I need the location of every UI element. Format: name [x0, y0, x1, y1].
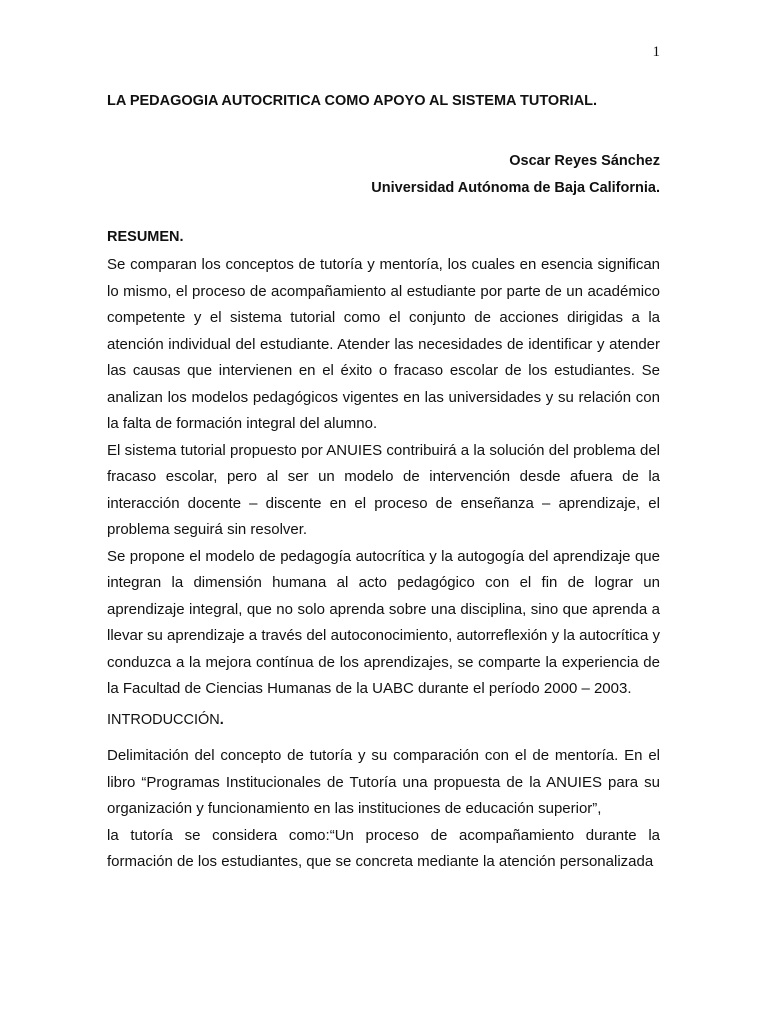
introduccion-heading [107, 707, 660, 734]
resumen-paragraph-3: Se propone el modelo de pedagogía autocrítica y la autogogía del aprendizaje que integran la dimensión humana al acto pedagógico con el fin de lograr un aprendizaje integral, que no solo aprenda sobre una disciplina, sino que aprenda a llevar su aprendizaje a través del autoconocimiento, autorreflexión y la autocrítica y conduzca a la mejora contínua de los aprendizajes, se comparte la experiencia de la Facultad de Ciencias Humanas de la UABC durante el período 2000 – 2003. [107, 547, 660, 697]
introduccion-heading-dot: . [219, 711, 224, 728]
document-body [107, 90, 660, 876]
author-name: Oscar Reyes Sánchez [509, 153, 660, 169]
introduccion-paragraph-2: la tutoría se considera como:“Un proceso de acompañamiento durante la formación de los estudiantes, que se concreta mediante la atención personalizada [107, 826, 660, 870]
page-number: 1 [652, 44, 660, 60]
resumen-paragraph-2: El sistema tutorial propuesto por ANUIES contribuirá a la solución del problema del fracaso escolar, pero al ser un modelo de intervención desde afuera de la interacción docente – discente en el proceso de enseñanza – aprendizaje, el problema seguirá sin resolver. [107, 441, 660, 538]
byline [107, 148, 660, 202]
resumen-heading: RESUMEN. [107, 229, 184, 245]
resumen-paragraph-1: Se comparan los conceptos de tutoría y mentoría, los cuales en esencia significan lo mismo, el proceso de acompañamiento al estudiante por parte de un académico competente y el sistema tutorial como el conjunto de acciones dirigidas a la atención individual del estudiante. Atender las necesidades de identificar y atender las causas que intervienen en el éxito o fracaso escolar de los estudiantes. Se analizan los modelos pedagógicos vigentes en las universidades y su relación con la falta de formación integral del alumno. [107, 256, 660, 432]
document-title: LA PEDAGOGIA AUTOCRITICA COMO APOYO AL SISTEMA TUTORIAL. [107, 93, 598, 109]
author-institution: Universidad Autónoma de Baja California. [371, 180, 660, 196]
introduccion-heading-text: INTRODUCCIÓN [107, 711, 220, 728]
introduccion-paragraph-1: Delimitación del concepto de tutoría y su comparación con el de mentoría. En el libro “Programas Institucionales de Tutoría una propuesta de la ANUIES para su organización y funcionamiento en las instituciones de educación superior”, [107, 747, 660, 817]
